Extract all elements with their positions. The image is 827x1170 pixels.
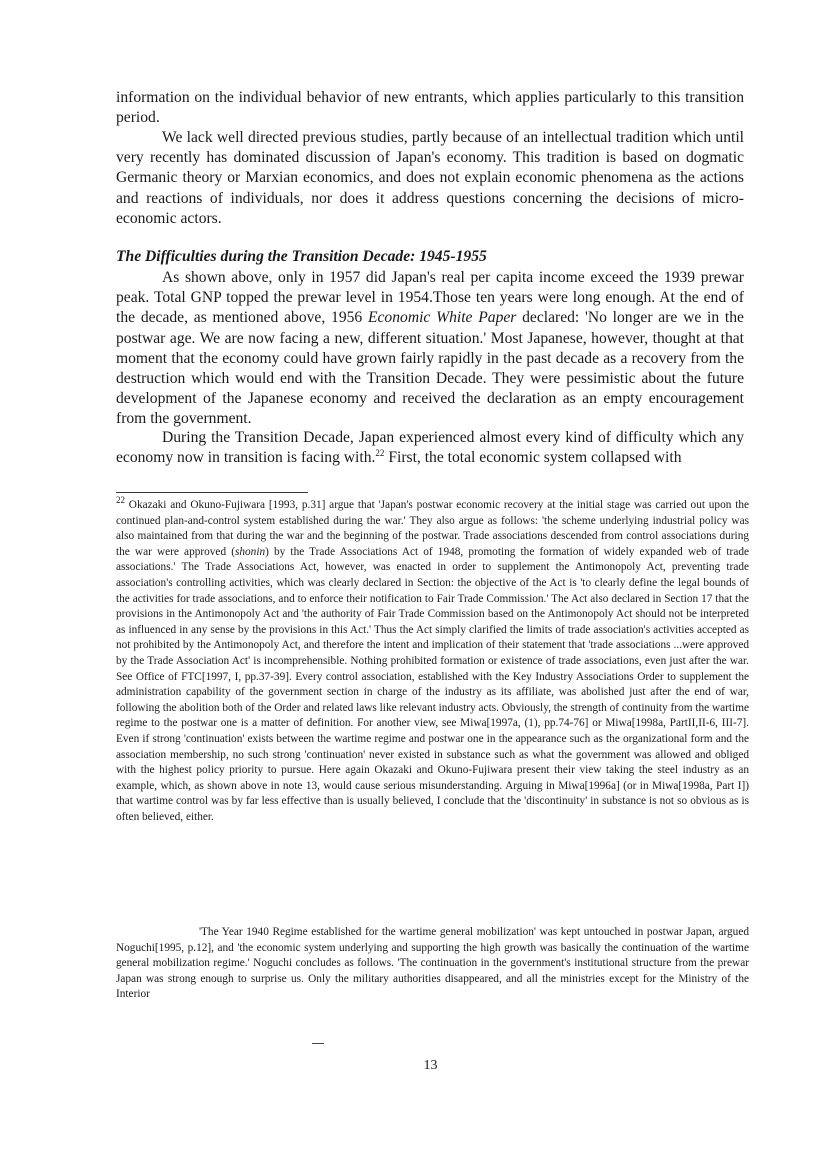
footnote-reference: 22 (375, 448, 385, 459)
footnote-separator (116, 492, 308, 493)
footnote-marker: 22 (116, 495, 125, 506)
section-heading: The Difficulties during the Transition Decade: 1945-1955 (116, 248, 487, 265)
publication-title: Economic White Paper (367, 309, 517, 327)
paragraph-previous-studies: We lack well directed previous studies, partly because of an intellectual tradition which until very recently has dominated discussion of Japan's economy. This tradition is based on dogmatic Germanic theory or Marxian economics, and does not explain economic phenomena as the actions and reactions of individuals, nor does it address questions concerning the decisions of micro-economic actors. (116, 129, 744, 227)
stray-mark (312, 1043, 324, 1044)
footnote-22: $^{22}$ Okazaki and Okuno-Fujiwara [1993, p.31] argue that 'Japan's postwar economic recovery at the initial stage was carried out upon the continued plan-and-control system established during the war.' They also argue as follows: 'the scheme underlying industrial policy was also maintained from that during the war and the beginning of the postwar. Trade associations descended from control associations during the war were approved (shonin) by the Trade Associations Act of 1948, promoting the formation of widely expanded web of trade associations.' The Trade Associations Act, however, was enacted in order to supplement the Antimonopoly Act, preventing trade association's controlling activities, which was clearly declared in Section: the objective of the Act is 'to clearly define the legal bounds of the activities for trade associations, and to enforce their notification to Fair Trade Commission.' The Act also declared in Section 17 that the provisions in the Antimonopoly Act and 'the authority of Fair Trade Commission based on the Antimonopoly Act should not be interpreted as influenced in any sense by the provisions in this Act.' Thus the Act simply clarified the limits of trade association's activities accepted as not prohibited by the Antimonopoly Act, and therefore the intent and implication of their statement that 'trade associations ...were approved by the Trade Association Act' is incomprehensible. Nothing prohibited formation or existence of trade associations, even just after the war. See Office of FTC[1997, I, pp.37-39]. Every control association, established with the Key Industry Associations Order to supplement the administration capability of the government section in charge of the industry as its affiliate, was abolished just after the end of war, following the abolition both of the Order and related laws like relevant industry acts. Obviously, the strength of continuity from the wartime regime to the postwar one is a matter of definition. For another view, see Miwa[1997a, (1), pp.74-76] or Miwa[1998a, PartII,II-6, III-7]. Even if strong 'continuation' exists between the wartime regime and postwar one in the appearance such as the organizational form and the association membership, no such strong 'continuation' never existed in substance such as what the government was allowed and obliged with the highest policy priority to pursue. Here again Okazaki and Okuno-Fujiwara present their view taking the steel industry as an example, which, as shown above in note 13, would cause serious misunderstanding. Arguing in Miwa[1996a] (or in Miwa[1998a, Part I]) that wartime control was by far less effective than is usually believed, I conclude that the 'discontinuity' in substance is not so obvious as is often believed, either. (116, 495, 749, 823)
paragraph-transition-decade: As shown above, only in 1957 did Japan's real per capita income exceed the 1939 prewar peak. Total GNP topped the prewar level in 1954.Those ten years were long enough. At the end of the decade, as mentioned above, 1956 Economic White Paper declared: 'No longer are we in the postwar age. We are now facing a new, different situation.' Most Japanese, however, thought at that moment that the economy could have grown fairly rapidly in the past decade as a recovery from the destruction which would end with the Transition Decade. They were pessimistic about the future development of the Japanese economy and received the declaration as an empty encouragement from the government. (116, 269, 744, 428)
footnote-22-continuation: 'The Year 1940 Regime established for the wartime general mobilization' was kept untouched in postwar Japan, argued Noguchi[1995, p.12], and 'the economic system underlying and supporting the high growth was basically the continuation of the wartime general mobilization regime.' Noguchi concludes as follows. 'The continuation in the government's institutional structure from the prewar Japan was strong enough to surprise us. Only the military authorities disappeared, and all the ministries except for the Ministry of the Interior (116, 926, 749, 1001)
paragraph-continuation: information on the individual behavior of new entrants, which applies particularly to this transition period. (116, 89, 744, 127)
page-number: 13 (423, 1058, 438, 1073)
italic-term: shonin (234, 545, 266, 558)
paragraph-difficulties: During the Transition Decade, Japan experienced almost every kind of difficulty which any economy now in transition is facing with.$^{22}$ First, the total economic system collapsed with (116, 429, 744, 467)
